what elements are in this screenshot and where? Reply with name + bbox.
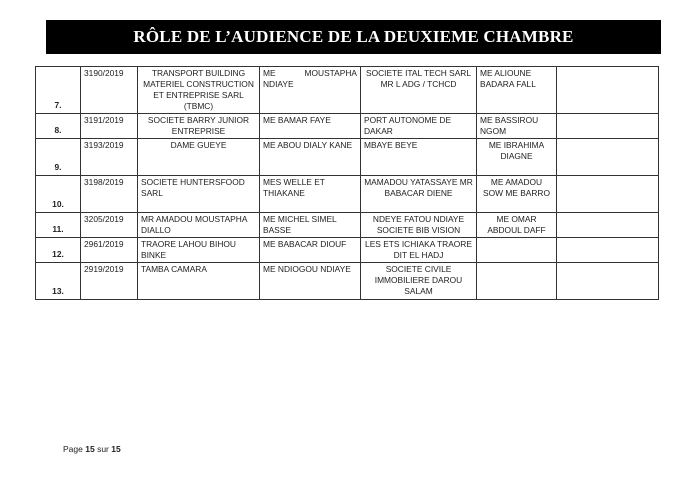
row-number: 7. bbox=[36, 67, 81, 114]
defendant-party: NDEYE FATOU NDIAYE SOCIETE BIB VISION bbox=[361, 213, 477, 238]
plaintiff-lawyer: MES WELLE ET THIAKANE bbox=[260, 176, 361, 213]
plaintiff-lawyer: ME MICHEL SIMEL BASSE bbox=[260, 213, 361, 238]
case-reference: 3193/2019 bbox=[81, 139, 138, 176]
audience-roll-table bbox=[35, 66, 659, 300]
defendant-party: MAMADOU YATASSAYE MR BABACAR DIENE bbox=[361, 176, 477, 213]
row-number: 8. bbox=[36, 114, 81, 139]
page-number: 15 bbox=[85, 444, 95, 454]
defendant-lawyer bbox=[477, 238, 557, 263]
defendant-lawyer bbox=[477, 263, 557, 300]
plaintiff-lawyer: ME BABACAR DIOUF bbox=[260, 238, 361, 263]
table-row bbox=[36, 263, 659, 300]
case-reference: 3191/2019 bbox=[81, 114, 138, 139]
defendant-party: LES ETS ICHIAKA TRAORE DIT EL HADJ bbox=[361, 238, 477, 263]
plaintiff-party: DAME GUEYE bbox=[138, 139, 260, 176]
observations-cell bbox=[557, 114, 659, 139]
page-of-label: sur bbox=[97, 444, 109, 454]
row-number: 13. bbox=[36, 263, 81, 300]
plaintiff-lawyer: ME ABOU DIALY KANE bbox=[260, 139, 361, 176]
page-label: Page bbox=[63, 444, 83, 454]
table-row bbox=[36, 114, 659, 139]
defendant-lawyer: ME IBRAHIMA DIAGNE bbox=[477, 139, 557, 176]
case-reference: 2961/2019 bbox=[81, 238, 138, 263]
table-row bbox=[36, 139, 659, 176]
observations-cell bbox=[557, 213, 659, 238]
plaintiff-lawyer: ME NDIOGOU NDIAYE bbox=[260, 263, 361, 300]
defendant-party: SOCIETE CIVILE IMMOBILIERE DAROU SALAM bbox=[361, 263, 477, 300]
case-reference: 3190/2019 bbox=[81, 67, 138, 114]
defendant-lawyer: ME ALIOUNE BADARA FALL bbox=[477, 67, 557, 114]
table-row bbox=[36, 176, 659, 213]
observations-cell bbox=[557, 176, 659, 213]
page-title: RÔLE DE L’AUDIENCE DE LA DEUXIEME CHAMBRE bbox=[133, 27, 574, 46]
plaintiff-party: TRANSPORT BUILDING MATERIEL CONSTRUCTION ET ENTREPRISE SARL (TBMC) bbox=[138, 67, 260, 114]
defendant-party: SOCIETE ITAL TECH SARL MR L ADG / TCHCD bbox=[361, 67, 477, 114]
plaintiff-party: TRAORE LAHOU BIHOU BINKE bbox=[138, 238, 260, 263]
row-number: 11. bbox=[36, 213, 81, 238]
row-number: 12. bbox=[36, 238, 81, 263]
observations-cell bbox=[557, 67, 659, 114]
case-reference: 3198/2019 bbox=[81, 176, 138, 213]
observations-cell bbox=[557, 263, 659, 300]
plaintiff-lawyer: ME MOUSTAPHA NDIAYE bbox=[260, 67, 361, 114]
table-row bbox=[36, 67, 659, 114]
page-title-banner bbox=[46, 20, 661, 54]
defendant-lawyer: ME BASSIROU NGOM bbox=[477, 114, 557, 139]
observations-cell bbox=[557, 139, 659, 176]
defendant-lawyer: ME OMAR ABDOUL DAFF bbox=[477, 213, 557, 238]
defendant-lawyer: ME AMADOU SOW ME BARRO bbox=[477, 176, 557, 213]
plaintiff-party: SOCIETE HUNTERSFOOD SARL bbox=[138, 176, 260, 213]
defendant-party: PORT AUTONOME DE DAKAR bbox=[361, 114, 477, 139]
table-row bbox=[36, 213, 659, 238]
plaintiff-party: MR AMADOU MOUSTAPHA DIALLO bbox=[138, 213, 260, 238]
table-row bbox=[36, 238, 659, 263]
plaintiff-lawyer: ME BAMAR FAYE bbox=[260, 114, 361, 139]
case-reference: 3205/2019 bbox=[81, 213, 138, 238]
case-reference: 2919/2019 bbox=[81, 263, 138, 300]
plaintiff-party: SOCIETE BARRY JUNIOR ENTREPRISE bbox=[138, 114, 260, 139]
defendant-party: MBAYE BEYE bbox=[361, 139, 477, 176]
page-footer bbox=[63, 444, 121, 454]
page-total: 15 bbox=[111, 444, 121, 454]
plaintiff-party: TAMBA CAMARA bbox=[138, 263, 260, 300]
observations-cell bbox=[557, 238, 659, 263]
row-number: 10. bbox=[36, 176, 81, 213]
row-number: 9. bbox=[36, 139, 81, 176]
